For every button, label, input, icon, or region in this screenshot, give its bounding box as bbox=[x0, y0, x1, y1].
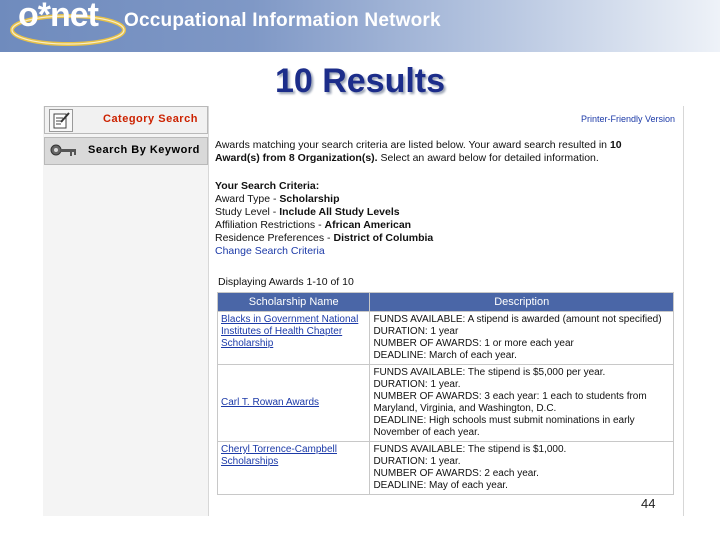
desc-number: NUMBER OF AWARDS: 1 or more each year bbox=[373, 338, 574, 349]
table-row bbox=[218, 312, 674, 365]
intro-text bbox=[215, 139, 635, 164]
desc-funds: FUNDS AVAILABLE: The stipend is $5,000 per year. bbox=[373, 367, 606, 378]
displaying-count: Displaying Awards 1-10 of 10 bbox=[218, 276, 354, 288]
criteria-residence: Residence Preferences - District of Columbia bbox=[215, 232, 434, 244]
table-row bbox=[218, 442, 674, 495]
criteria-affiliation: Affiliation Restrictions - African American bbox=[215, 219, 412, 231]
desc-deadline: DEADLINE: March of each year. bbox=[373, 350, 517, 361]
search-criteria bbox=[215, 180, 433, 258]
notepad-pencil-icon bbox=[49, 109, 73, 132]
criteria-heading: Your Search Criteria: bbox=[215, 180, 320, 192]
search-by-keyword-label: Search By Keyword bbox=[88, 144, 200, 156]
desc-number: NUMBER OF AWARDS: 3 each year: 1 each to students from Maryland, Virginia, and Washington, D.C. bbox=[373, 391, 647, 414]
criteria-study-level: Study Level - Include All Study Levels bbox=[215, 206, 400, 218]
intro-rest: Select an award below for detailed information. bbox=[377, 151, 599, 164]
desc-deadline: DEADLINE: May of each year. bbox=[373, 480, 508, 491]
onet-logo[interactable] bbox=[6, 0, 134, 52]
results-panel bbox=[208, 106, 684, 516]
slide-title: 10 Results bbox=[274, 62, 446, 100]
logo-text: o*net bbox=[18, 0, 98, 34]
desc-number: NUMBER OF AWARDS: 2 each year. bbox=[373, 468, 539, 479]
description-cell bbox=[370, 312, 674, 365]
header-banner bbox=[0, 0, 720, 52]
intro-line1: Awards matching your search criteria are listed below. Your award search resulted in bbox=[215, 139, 608, 151]
results-table bbox=[217, 292, 674, 495]
description-cell bbox=[370, 365, 674, 442]
criteria-award-type: Award Type - Scholarship bbox=[215, 193, 340, 205]
column-header-name[interactable]: Scholarship Name bbox=[218, 293, 370, 312]
category-search-label: Category Search bbox=[103, 113, 198, 125]
table-header-row bbox=[218, 293, 674, 312]
desc-duration: DURATION: 1 year. bbox=[373, 456, 461, 467]
scholarship-link[interactable]: Cheryl Torrence-Campbell Scholarships bbox=[218, 442, 370, 495]
category-search-button[interactable] bbox=[44, 106, 208, 134]
search-by-keyword-button[interactable] bbox=[44, 137, 208, 165]
change-search-criteria-link[interactable]: Change Search Criteria bbox=[215, 245, 325, 257]
desc-duration: DURATION: 1 year bbox=[373, 326, 459, 337]
key-icon bbox=[49, 140, 71, 161]
intro-result-count: 10 Award(s) from 8 Organization(s). bbox=[215, 139, 622, 164]
banner-title: Occupational Information Network bbox=[124, 10, 441, 31]
printer-friendly-link[interactable]: Printer-Friendly Version bbox=[580, 114, 675, 124]
left-nav bbox=[43, 106, 208, 516]
desc-duration: DURATION: 1 year. bbox=[373, 379, 461, 390]
page-number: 44 bbox=[641, 496, 656, 511]
table-row bbox=[218, 365, 674, 442]
scholarship-link[interactable]: Carl T. Rowan Awards bbox=[218, 365, 370, 442]
desc-funds: FUNDS AVAILABLE: The stipend is $1,000. bbox=[373, 444, 567, 455]
desc-funds: FUNDS AVAILABLE: A stipend is awarded (amount not specified) bbox=[373, 314, 662, 325]
column-header-description[interactable]: Description bbox=[370, 293, 674, 312]
desc-deadline: DEADLINE: High schools must submit nominations in early November of each year. bbox=[373, 415, 635, 438]
description-cell bbox=[370, 442, 674, 495]
scholarship-link[interactable]: Blacks in Government National Institutes of Health Chapter Scholarship bbox=[218, 312, 370, 365]
